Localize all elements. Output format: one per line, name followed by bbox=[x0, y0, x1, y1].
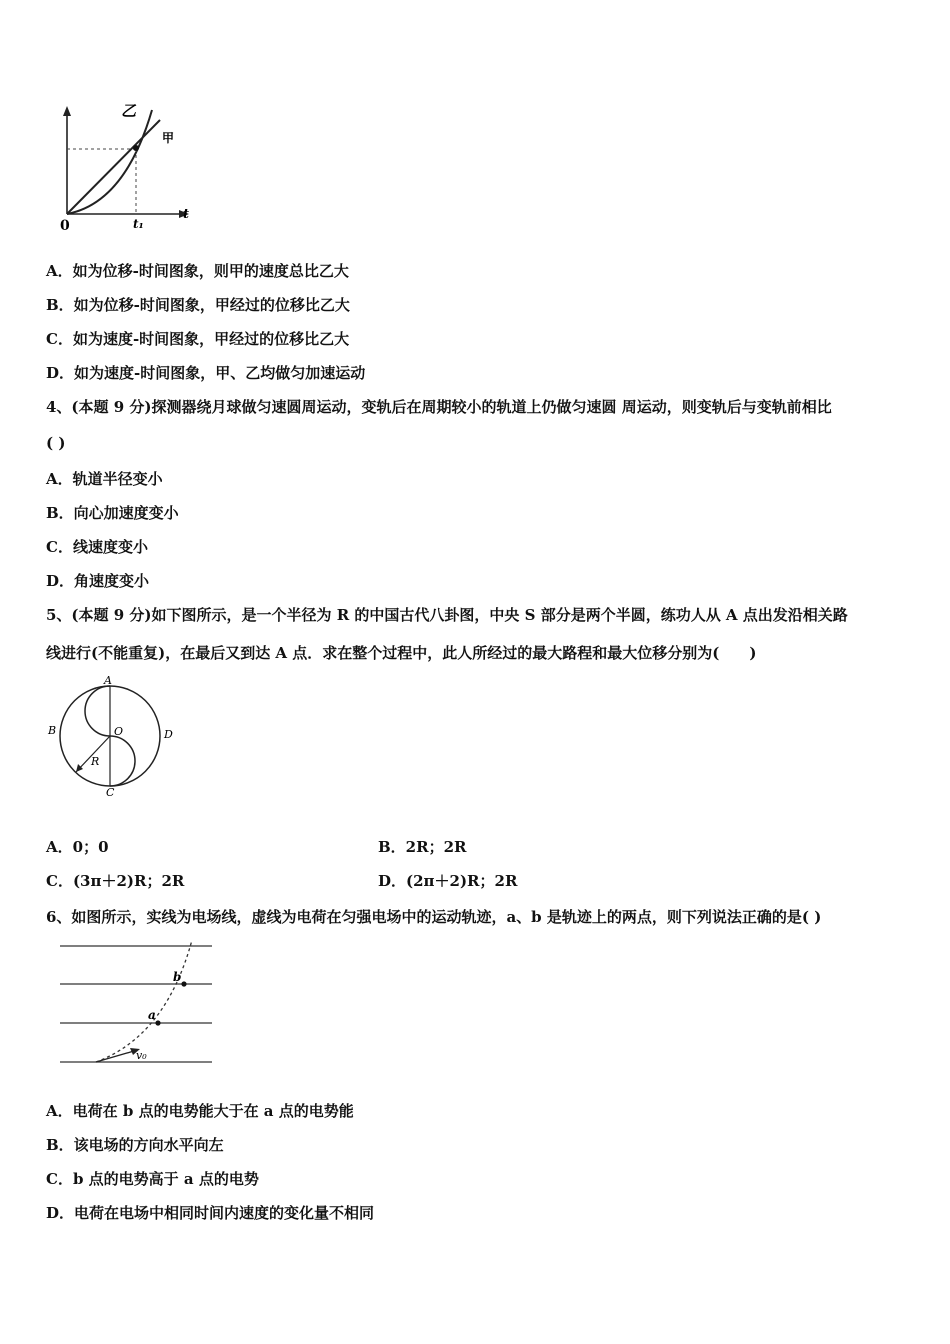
q4-option-d[interactable]: D．角速度变小 bbox=[46, 572, 150, 590]
q6-option-c[interactable]: C．b 点的电势高于 a 点的电势 bbox=[46, 1170, 259, 1188]
point-b bbox=[181, 981, 186, 986]
y-axis-arrow bbox=[63, 106, 71, 116]
q4-stem-paren: ( ) bbox=[46, 434, 66, 452]
label-D: D bbox=[164, 728, 173, 741]
q4-option-b[interactable]: B．向心加速度变小 bbox=[46, 504, 179, 522]
q3-option-a[interactable]: A．如为位移-时间图象，则甲的速度总比乙大 bbox=[46, 262, 349, 280]
label-B: B bbox=[48, 724, 57, 737]
label-b: b bbox=[173, 970, 182, 984]
q6-stem: 6、如图所示，实线为电场线，虚线为电荷在匀强电场中的运动轨迹，a、b 是轨迹上的两点，则下列说法正确的是( ) bbox=[46, 908, 822, 926]
q3-option-b[interactable]: B．如为位移-时间图象，甲经过的位移比乙大 bbox=[46, 296, 350, 314]
q4-stem: 4、(本题 9 分)探测器绕月球做匀速圆周运动，变轨后在周期较小的轨道上仍做匀速圆 周运动，则变轨后与变轨前相比 bbox=[46, 398, 832, 416]
label-R: R bbox=[91, 755, 100, 768]
label-jia: 甲 bbox=[162, 131, 175, 145]
q5-option-c[interactable]: C．(3π＋2)R；2R bbox=[46, 872, 185, 890]
label-a: a bbox=[148, 1008, 156, 1022]
q6-option-b[interactable]: B．该电场的方向水平向左 bbox=[46, 1136, 224, 1154]
curve-yi bbox=[67, 110, 152, 214]
label-O: O bbox=[114, 725, 124, 738]
label-t1: t₁ bbox=[133, 217, 144, 231]
q3-option-c[interactable]: C．如为速度-时间图象，甲经过的位移比乙大 bbox=[46, 330, 350, 348]
point-a bbox=[155, 1020, 160, 1025]
label-C: C bbox=[106, 786, 115, 799]
q3-option-d[interactable]: D．如为速度-时间图象，甲、乙均做匀加速运动 bbox=[46, 364, 366, 382]
q4-option-a[interactable]: A．轨道半径变小 bbox=[46, 470, 163, 488]
q5-stem: 5、(本题 9 分)如下图所示，是一个半径为 R 的中国古代八卦图，中央 S 部分是两个半圆，练功人从 A 点出发沿相关路 bbox=[46, 606, 848, 624]
label-v0: v₀ bbox=[136, 1049, 147, 1062]
q5-option-b[interactable]: B．2R；2R bbox=[378, 838, 467, 856]
label-origin: 0 bbox=[60, 218, 70, 234]
q4-option-c[interactable]: C．线速度变小 bbox=[46, 538, 148, 556]
q5-option-d[interactable]: D．(2π＋2)R；2R bbox=[378, 872, 518, 890]
intersection-point bbox=[133, 145, 139, 151]
label-t: t bbox=[183, 207, 190, 222]
q6-option-d[interactable]: D．电荷在电场中相同时间内速度的变化量不相同 bbox=[46, 1204, 375, 1222]
q6-option-a[interactable]: A．电荷在 b 点的电势能大于在 a 点的电势能 bbox=[46, 1102, 354, 1120]
line-jia bbox=[67, 120, 160, 214]
label-yi: 乙 bbox=[121, 102, 137, 120]
trajectory bbox=[96, 940, 192, 1062]
figure-electric-field bbox=[56, 938, 218, 1070]
figure-motion-graph bbox=[50, 98, 200, 238]
figure-bagua bbox=[44, 674, 184, 800]
q5-option-a[interactable]: A．0；0 bbox=[46, 838, 109, 856]
v0-arrow bbox=[96, 1051, 134, 1062]
q5-stem-line2: 线进行(不能重复)，在最后又到达 A 点．求在整个过程中，此人所经过的最大路程和最大位移分别为( ) bbox=[46, 644, 757, 662]
label-A: A bbox=[104, 674, 112, 687]
